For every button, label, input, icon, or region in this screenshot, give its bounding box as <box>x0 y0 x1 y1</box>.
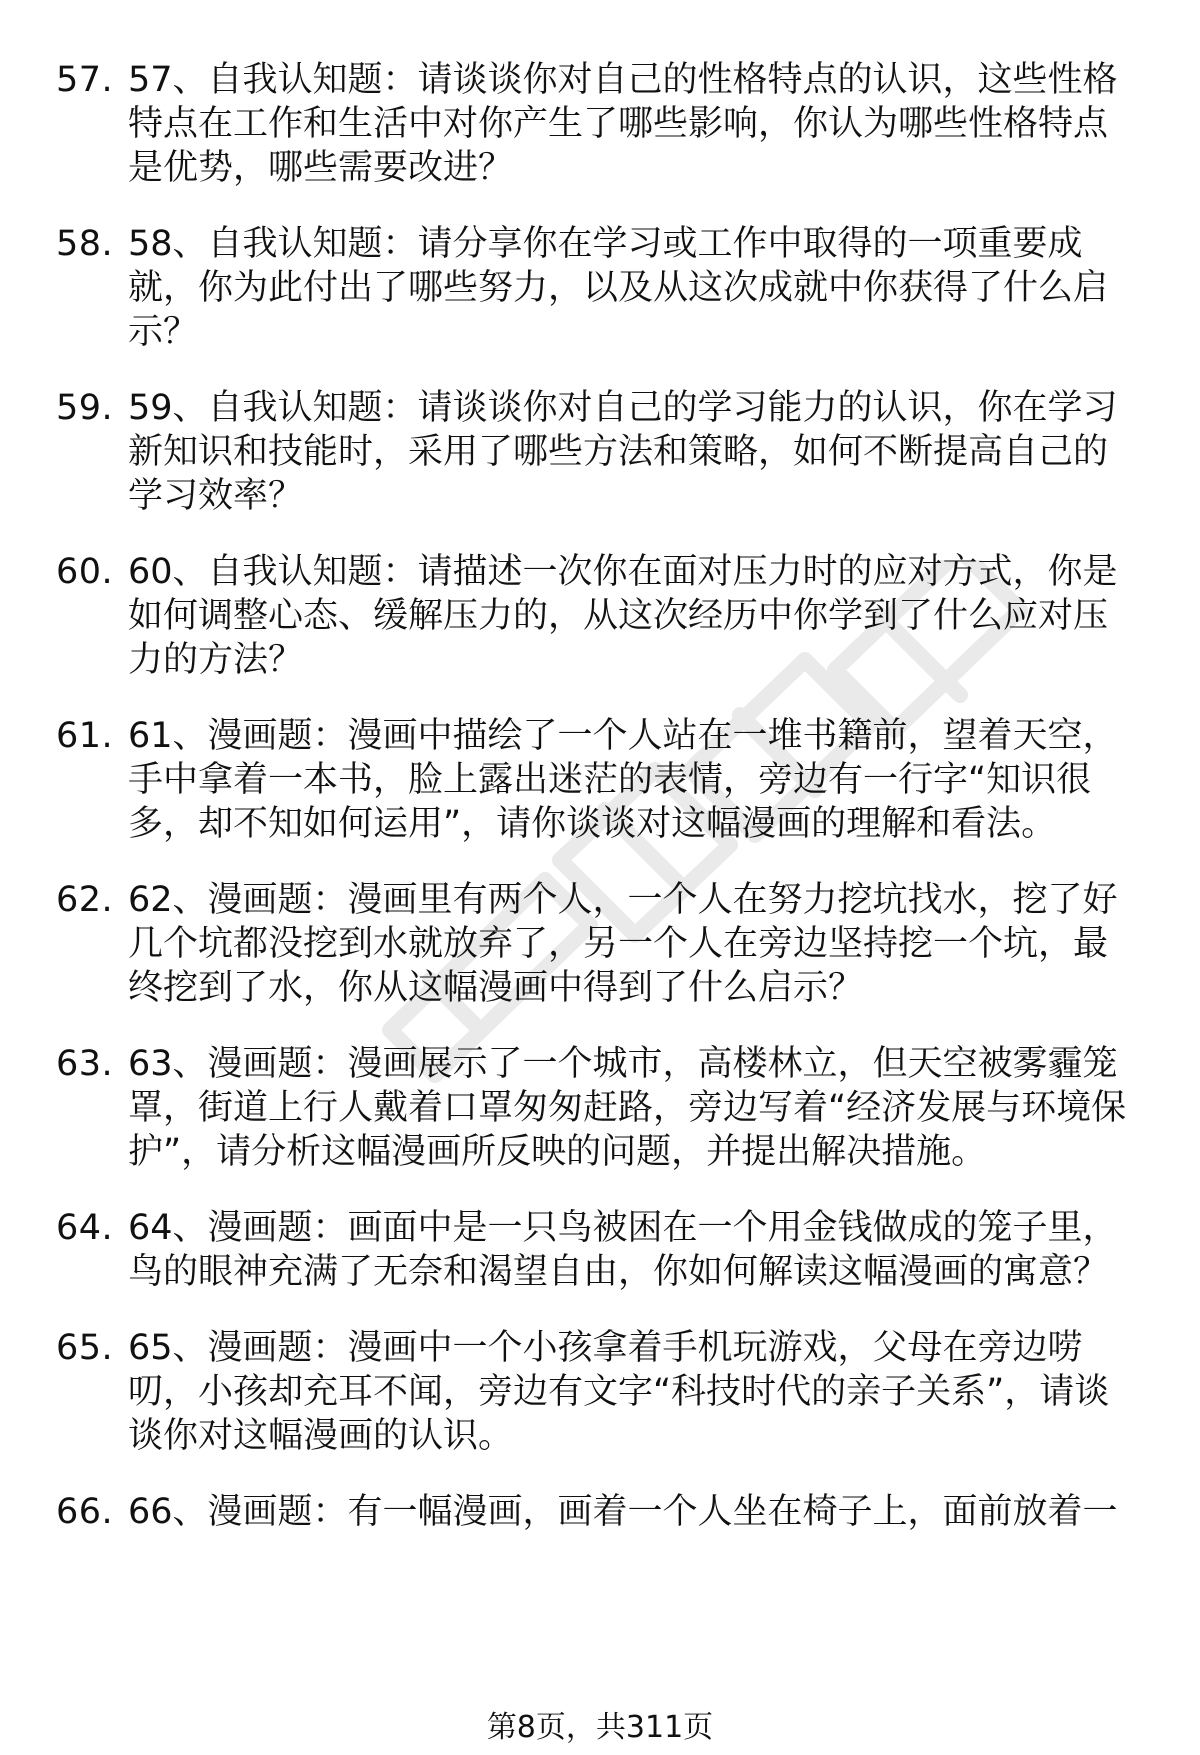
question-text: 58、自我认知题：请分享你在学习或工作中取得的一项重要成就，你为此付出了哪些努力，以及从这次成就中你获得了什么启示？ <box>128 224 1109 352</box>
question-number: 58. <box>56 224 114 264</box>
question-item <box>56 714 1146 846</box>
question-item <box>56 222 1146 354</box>
question-number: 62. <box>56 880 114 920</box>
question-number: 65. <box>56 1328 114 1368</box>
question-list <box>56 58 1146 1566</box>
question-number: 59. <box>56 388 114 428</box>
question-text: 64、漫画题：画面中是一只鸟被困在一个用金钱做成的笼子里，鸟的眼神充满了无奈和渴望自由，你如何解读这幅漫画的寓意？ <box>128 1208 1118 1292</box>
question-item <box>56 58 1146 190</box>
question-text: 59、自我认知题：请谈谈你对自己的学习能力的认识，你在学习新知识和技能时，采用了哪些方法和策略，如何不断提高自己的学习效率？ <box>128 388 1118 516</box>
question-number: 57. <box>56 60 114 100</box>
question-item <box>56 1326 1146 1458</box>
question-text: 66、漫画题：有一幅漫画，画着一个人坐在椅子上，面前放着一 <box>128 1492 1118 1532</box>
question-item <box>56 550 1146 682</box>
question-item <box>56 1042 1146 1174</box>
question-item <box>56 386 1146 518</box>
question-item <box>56 1490 1146 1534</box>
question-text: 60、自我认知题：请描述一次你在面对压力时的应对方式，你是如何调整心态、缓解压力的，从这次经历中你学到了什么应对压力的方法？ <box>128 552 1118 680</box>
question-text: 61、漫画题：漫画中描绘了一个人站在一堆书籍前，望着天空，手中拿着一本书，脸上露出迷茫的表情，旁边有一行字“知识很多，却不知如何运用”，请你谈谈对这幅漫画的理解和看法。 <box>128 716 1118 844</box>
question-number: 64. <box>56 1208 114 1248</box>
question-item <box>56 878 1146 1010</box>
question-text: 63、漫画题：漫画展示了一个城市，高楼林立，但天空被雾霾笼罩，街道上行人戴着口罩匆匆赶路，旁边写着“经济发展与环境保护”，请分析这幅漫画所反映的问题，并提出解决措施。 <box>128 1044 1127 1172</box>
page-footer: 第8页，共311页 <box>486 1710 714 1745</box>
question-number: 63. <box>56 1044 114 1084</box>
question-text: 65、漫画题：漫画中一个小孩拿着手机玩游戏，父母在旁边唠叨，小孩却充耳不闻，旁边有文字“科技时代的亲子关系”，请谈谈你对这幅漫画的认识。 <box>128 1328 1110 1456</box>
question-number: 61. <box>56 716 114 756</box>
question-item <box>56 1206 1146 1294</box>
question-text: 62、漫画题：漫画里有两个人，一个人在努力挖坑找水，挖了好几个坑都没挖到水就放弃了，另一个人在旁边坚持挖一个坑，最终挖到了水，你从这幅漫画中得到了什么启示？ <box>128 880 1118 1008</box>
question-number: 60. <box>56 552 114 592</box>
question-number: 66. <box>56 1492 114 1532</box>
question-text: 57、自我认知题：请谈谈你对自己的性格特点的认识，这些性格特点在工作和生活中对你产生了哪些影响，你认为哪些性格特点是优势，哪些需要改进？ <box>128 60 1118 188</box>
